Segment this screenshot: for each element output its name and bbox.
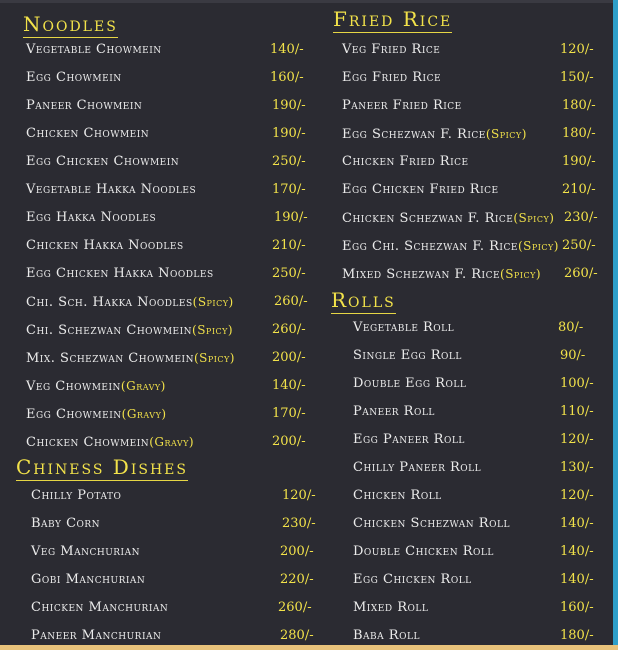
menu-item-price: 200/- xyxy=(272,434,306,449)
menu-item-price: 200/- xyxy=(280,544,314,559)
menu-item xyxy=(26,404,167,424)
menu-item xyxy=(353,402,435,422)
menu-item-price: 170/- xyxy=(272,182,306,197)
menu-item-price: 180/- xyxy=(562,98,596,113)
menu-item-price: 160/- xyxy=(560,600,594,615)
menu-item xyxy=(26,68,122,88)
menu-item-price: 120/- xyxy=(560,488,594,503)
menu-item-price: 180/- xyxy=(560,628,594,643)
menu-item-price: 250/- xyxy=(272,154,306,169)
menu-item-price: 260/- xyxy=(274,294,308,309)
menu-item-price: 180/- xyxy=(562,126,596,141)
menu-item-note: (Gravy) xyxy=(121,407,167,421)
menu-item-name: Chicken Manchurian xyxy=(31,600,169,615)
fried-rice-heading: Fried Rice xyxy=(333,7,453,31)
menu-item xyxy=(26,320,233,340)
menu-item xyxy=(26,208,156,228)
noodles-heading: Noodles xyxy=(23,12,118,36)
menu-item xyxy=(26,376,166,396)
menu-item xyxy=(26,96,142,116)
menu-item xyxy=(342,152,469,172)
menu-item xyxy=(353,374,466,394)
menu-item-price: 190/- xyxy=(274,210,308,225)
menu-item xyxy=(31,598,168,618)
menu-item-name: Gobi Manchurian xyxy=(31,572,146,587)
menu-item xyxy=(26,180,196,200)
menu-item xyxy=(26,152,179,172)
menu-item-name: Paneer Chowmein xyxy=(26,98,143,113)
menu-item-name: Paneer Roll xyxy=(353,404,435,419)
menu-item xyxy=(353,458,481,478)
menu-item-price: 250/- xyxy=(562,238,596,253)
menu-item-name: Double Chicken Roll xyxy=(353,544,494,559)
menu-item-name: Single Egg Roll xyxy=(353,348,462,363)
menu-item xyxy=(26,236,184,256)
menu-item-price: 90/- xyxy=(560,348,586,363)
menu-item-price: 230/- xyxy=(282,516,316,531)
menu-item xyxy=(342,40,440,60)
menu-item-name: Paneer Manchurian xyxy=(31,628,162,643)
right-border-stripe xyxy=(613,0,618,650)
menu-item-name: Chi. Sch. Hakka Noodles xyxy=(26,295,193,310)
menu-item-price: 210/- xyxy=(272,238,306,253)
menu-item xyxy=(342,124,527,144)
menu-item-name: Mix. Schezwan Chowmein xyxy=(26,351,194,366)
menu-item-name: Veg Chowmein xyxy=(26,379,121,394)
menu-item-name: Vegetable Roll xyxy=(353,320,455,335)
menu-item-name: Chicken Chowmein xyxy=(26,126,150,141)
menu-item-price: 190/- xyxy=(272,98,306,113)
menu-item-note: (Spicy) xyxy=(192,323,234,337)
menu-item-name: Egg Chowmein xyxy=(26,407,122,422)
menu-item xyxy=(342,208,554,228)
menu-item-name: Vegetable Hakka Noodles xyxy=(26,182,197,197)
menu-item-note: (Gravy) xyxy=(120,379,166,393)
menu-item-note: (Spicy) xyxy=(517,239,559,253)
top-edge xyxy=(0,0,618,3)
menu-item-name: Chicken Fried Rice xyxy=(342,154,469,169)
menu-item-price: 220/- xyxy=(280,572,314,587)
menu-item-name: Baba Roll xyxy=(353,628,420,643)
menu-item xyxy=(353,318,454,338)
menu-item xyxy=(26,124,149,144)
menu-item-name: Chilly Potato xyxy=(31,488,122,503)
menu-item xyxy=(353,626,420,646)
menu-item-name: Egg Chowmein xyxy=(26,70,122,85)
menu-item-name: Egg Chi. Schezwan F. Rice xyxy=(342,239,518,254)
menu-item-name: Egg Chicken Fried Rice xyxy=(342,182,499,197)
menu-item xyxy=(342,180,499,200)
menu-item-name: Chilly Paneer Roll xyxy=(353,460,482,475)
menu-item-price: 150/- xyxy=(560,70,594,85)
menu-item xyxy=(353,430,465,450)
menu-item-price: 140/- xyxy=(270,42,304,57)
menu-item xyxy=(31,514,100,534)
menu-item xyxy=(26,432,194,452)
menu-item-name: Mixed Roll xyxy=(353,600,429,615)
menu-item-name: Baby Corn xyxy=(31,516,101,531)
menu-item-name: Paneer Fried Rice xyxy=(342,98,462,113)
menu-item-name: Egg Chicken Roll xyxy=(353,572,472,587)
menu-item xyxy=(342,68,441,88)
menu-item xyxy=(26,292,234,312)
menu-item xyxy=(353,486,442,506)
menu-item-price: 80/- xyxy=(558,320,584,335)
menu-item-note: (Spicy) xyxy=(500,267,542,281)
menu-item-price: 260/- xyxy=(564,266,598,281)
menu-item xyxy=(353,514,510,534)
menu-item-price: 230/- xyxy=(564,210,598,225)
menu-item-name: Egg Schezwan F. Rice xyxy=(342,127,486,142)
menu-item-price: 140/- xyxy=(272,378,306,393)
menu-item xyxy=(353,346,462,366)
menu-item-name: Veg Manchurian xyxy=(31,544,140,559)
menu-item-note: (Spicy) xyxy=(193,351,235,365)
rolls-heading: Rolls xyxy=(331,288,396,312)
menu-item-name: Chicken Chowmein xyxy=(26,435,150,450)
menu-item-price: 140/- xyxy=(560,516,594,531)
menu-item xyxy=(353,598,428,618)
menu-item-name: Egg Chicken Hakka Noodles xyxy=(26,266,214,281)
chiness-dishes-heading: Chiness Dishes xyxy=(16,455,188,479)
menu-item-price: 190/- xyxy=(272,126,306,141)
menu-item-name: Chicken Roll xyxy=(353,488,442,503)
menu-item-price: 120/- xyxy=(282,488,316,503)
menu-item xyxy=(26,348,235,368)
menu-item-price: 250/- xyxy=(272,266,306,281)
menu-item-name: Chi. Schezwan Chowmein xyxy=(26,323,193,338)
menu-item-name: Chicken Schezwan F. Rice xyxy=(342,211,514,226)
menu-item-price: 260/- xyxy=(278,600,312,615)
menu-item xyxy=(31,486,121,506)
menu-item-name: Veg Fried Rice xyxy=(342,42,441,57)
menu-item-price: 190/- xyxy=(562,154,596,169)
menu-item-price: 100/- xyxy=(560,376,594,391)
menu-item-price: 280/- xyxy=(280,628,314,643)
menu-item-name: Egg Hakka Noodles xyxy=(26,210,157,225)
menu-item-note: (Spicy) xyxy=(513,211,555,225)
menu-item-name: Chicken Hakka Noodles xyxy=(26,238,184,253)
menu-item-note: (Spicy) xyxy=(192,295,234,309)
menu-item-name: Double Egg Roll xyxy=(353,376,467,391)
menu-item-price: 170/- xyxy=(272,406,306,421)
menu-item-price: 120/- xyxy=(560,42,594,57)
menu-item xyxy=(31,542,140,562)
menu-item-name: Egg Chicken Chowmein xyxy=(26,154,180,169)
menu-item-price: 260/- xyxy=(272,322,306,337)
menu-item xyxy=(342,96,462,116)
menu-item-price: 140/- xyxy=(560,544,594,559)
menu-item-price: 210/- xyxy=(562,182,596,197)
menu-item-name: Chicken Schezwan Roll xyxy=(353,516,510,531)
menu-item xyxy=(353,570,472,590)
menu-item-note: (Gravy) xyxy=(149,435,195,449)
menu-item-price: 140/- xyxy=(560,572,594,587)
menu-item xyxy=(342,236,559,256)
menu-item-price: 160/- xyxy=(270,70,304,85)
menu-item xyxy=(353,542,494,562)
menu-item-price: 120/- xyxy=(560,432,594,447)
menu-item-price: 130/- xyxy=(560,460,594,475)
menu-item-note: (Spicy) xyxy=(485,127,527,141)
menu-item-price: 110/- xyxy=(560,404,594,419)
menu-item-price: 200/- xyxy=(272,350,306,365)
menu-item-name: Mixed Schezwan F. Rice xyxy=(342,267,501,282)
menu-item xyxy=(31,626,161,646)
menu-item-name: Egg Fried Rice xyxy=(342,70,442,85)
menu-item xyxy=(26,264,214,284)
menu-item-name: Egg Paneer Roll xyxy=(353,432,465,447)
menu-item xyxy=(342,264,541,284)
menu-item xyxy=(31,570,145,590)
menu-item xyxy=(26,40,162,60)
menu-item-name: Vegetable Chowmein xyxy=(26,42,162,57)
